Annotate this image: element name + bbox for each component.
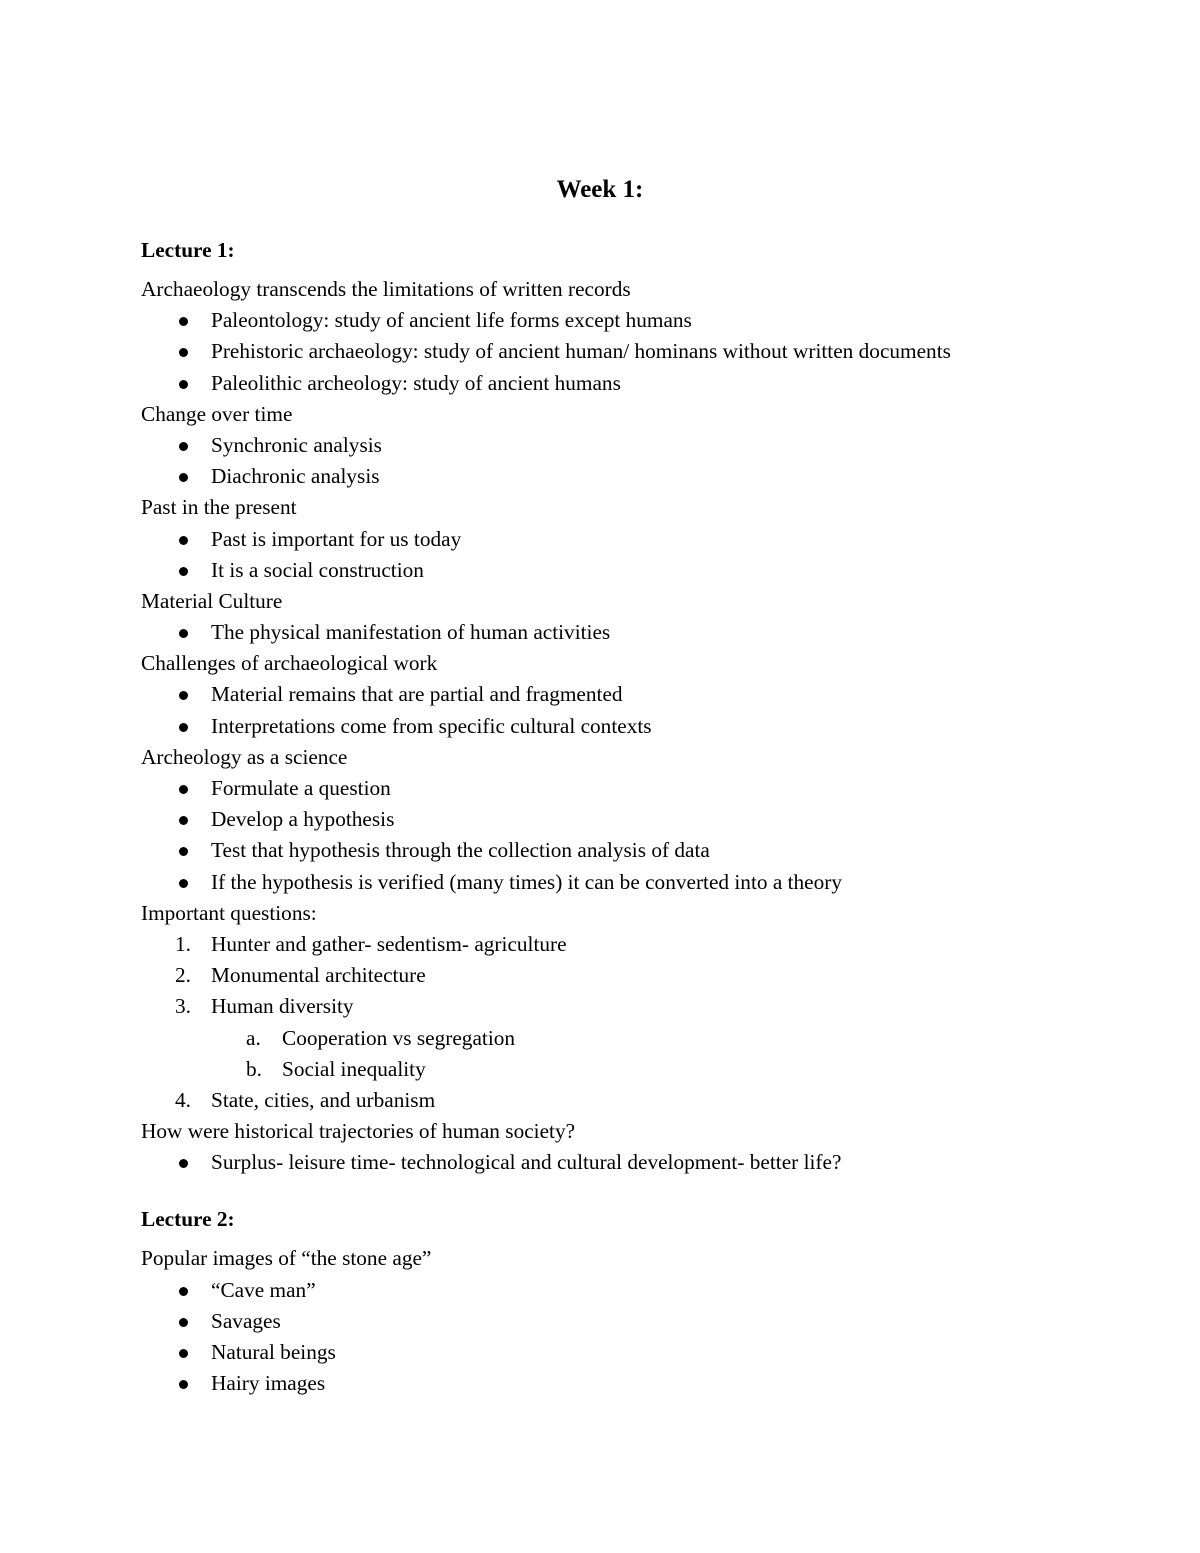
topic-label: Change over time (141, 401, 293, 426)
bullet-icon (179, 629, 188, 638)
list-item: Surplus- leisure time- technological and cultural development- better life? (141, 1147, 1141, 1178)
topic-label: Archaeology transcends the limitations of written records (141, 277, 631, 301)
topic-label: Popular images of “the stone age” (141, 1246, 432, 1271)
lecture-2-heading: Lecture 2: (141, 1207, 235, 1232)
list-item: Natural beings (141, 1337, 1141, 1368)
bullet-icon (179, 816, 188, 825)
list-item: The physical manifestation of human activities (141, 617, 1141, 648)
list-item: Diachronic analysis (141, 461, 1141, 492)
lettered-item: b. Social inequality (141, 1054, 1141, 1085)
list-item: Prehistoric archaeology: study of ancient human/ hominans without written documents (141, 336, 1141, 367)
numbered-item: 4. State, cities, and urbanism (141, 1085, 1141, 1116)
numbered-item: 2. Monumental architecture (141, 960, 1141, 991)
topic-label: Important questions: (141, 900, 317, 925)
list-item: Hairy images (141, 1368, 1141, 1399)
bullet-icon (179, 317, 188, 326)
bullet-icon (179, 1318, 188, 1327)
bullet-icon (179, 1287, 188, 1296)
list-item: It is a social construction (141, 555, 1141, 586)
list-item: Paleolithic archeology: study of ancient humans (141, 368, 1141, 399)
topic-label: Material Culture (141, 588, 283, 613)
bullet-icon (179, 1380, 188, 1389)
lecture-1-heading: Lecture 1: (141, 238, 235, 262)
list-item: If the hypothesis is verified (many times) it can be converted into a theory (141, 867, 1141, 898)
topic-label: Archeology as a science (141, 744, 348, 769)
bullet-icon (179, 536, 188, 545)
document-body (141, 234, 1141, 1399)
list-item: Formulate a question (141, 773, 1141, 804)
numbered-item: 3. Human diversity (141, 991, 1141, 1022)
list-item: Test that hypothesis through the collection analysis of data (141, 835, 1141, 866)
list-item: Develop a hypothesis (141, 804, 1141, 835)
list-item: Interpretations come from specific cultural contexts (141, 711, 1141, 742)
bullet-icon (179, 442, 188, 451)
list-item: Material remains that are partial and fragmented (141, 679, 1141, 710)
bullet-icon (179, 691, 188, 700)
numbered-item: 1. Hunter and gather- sedentism- agriculture (141, 929, 1141, 960)
bullet-icon (179, 348, 188, 357)
list-item: Paleontology: study of ancient life forms except humans (141, 305, 1141, 336)
bullet-icon (179, 847, 188, 856)
topic-label: Past in the present (141, 495, 297, 520)
topic-label: How were historical trajectories of human society? (141, 1119, 576, 1144)
bullet-icon (179, 1349, 188, 1358)
list-item: Synchronic analysis (141, 430, 1141, 461)
bullet-icon (179, 567, 188, 576)
lettered-item: a. Cooperation vs segregation (141, 1023, 1141, 1054)
list-item: “Cave man” (141, 1275, 1141, 1306)
bullet-icon (179, 785, 188, 794)
bullet-icon (179, 723, 188, 732)
list-marker: 4. (175, 1087, 191, 1112)
list-item: Past is important for us today (141, 524, 1141, 555)
list-marker: 3. (175, 994, 191, 1019)
list-marker: b. (246, 1056, 262, 1081)
bullet-icon (179, 1159, 188, 1168)
bullet-icon (179, 380, 188, 389)
topic-label: Challenges of archaeological work (141, 651, 438, 676)
page-title: Week 1: (556, 176, 644, 203)
list-marker: a. (246, 1025, 261, 1050)
bullet-icon (179, 473, 188, 482)
list-item: Savages (141, 1306, 1141, 1337)
list-marker: 2. (175, 963, 191, 988)
bullet-icon (179, 879, 188, 888)
list-marker: 1. (175, 931, 191, 956)
